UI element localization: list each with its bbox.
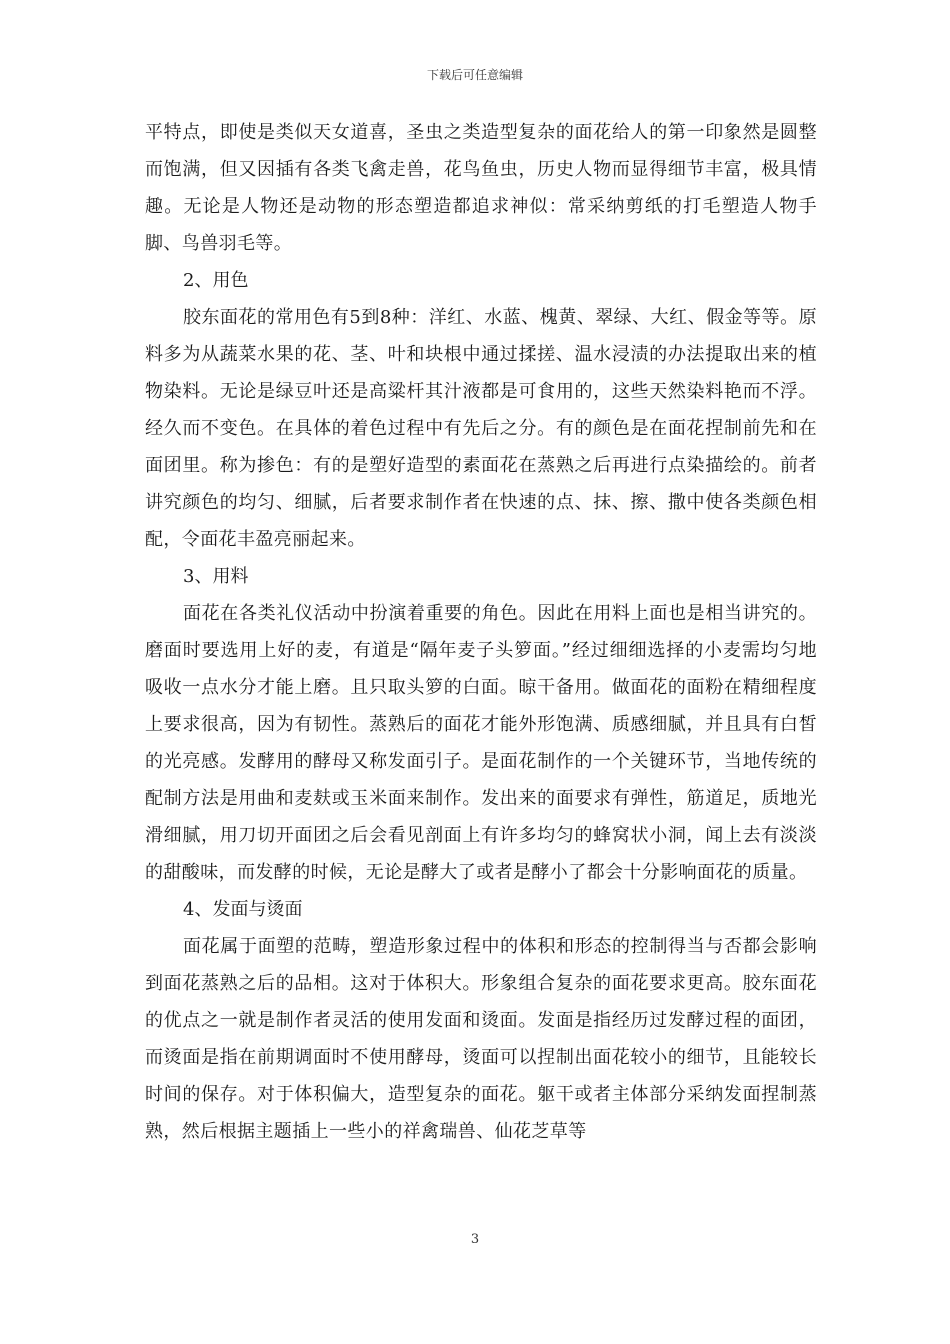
paragraph-dough: 面花属于面塑的范畴，塑造形象过程中的体积和形态的控制得当与否都会影响到面花蒸熟之后的品相。这对于体积大。形象组合复杂的面花要求更高。胶东面花的优点之一就是制作者灵活的使用发面和烫面。发面是指经历过发酵过程的面团，而烫面是指在前期调面时不使用酵母，烫面可以捏制出面花较小的细节，且能较长时间的保存。对于体积偏大，造型复杂的面花。躯干或者主体部分采纳发面捏制蒸熟，然后根据主题插上一些小的祥禽瑞兽、仙花芝草等 [145,936,817,1142]
section-heading-materials: 3、用料 [183,566,249,587]
paragraph-shape-features: 平特点，即使是类似天女道喜，圣虫之类造型复杂的面花给人的第一印象然是圆整而饱满，但又因插有各类飞禽走兽，花鸟鱼虫，历史人物而显得细节丰富，极具情趣。无论是人物还是动物的形态塑造都追求神似：常采纳剪纸的打毛塑造人物手脚、鸟兽羽毛等。 [145,122,817,254]
page-number: 3 [470,1232,480,1247]
section-heading-coloring: 2、用色 [183,270,249,291]
paragraph-materials: 面花在各类礼仪活动中扮演着重要的角色。因此在用料上面也是相当讲究的。磨面时要选用上好的麦，有道是“隔年麦子头箩面。”经过细细选择的小麦需均匀地吸收一点水分才能上磨。且只取头箩的白面。晾干备用。做面花的面粉在精细程度上要求很高，因为有韧性。蒸熟后的面花才能外形饱满、质感细腻，并且具有白皙的光亮感。发酵用的酵母又称发面引子。是面花制作的一个关键环节，当地传统的配制方法是用曲和麦麸或玉米面来制作。发出来的面要求有弹性，筋道足，质地光滑细腻，用刀切开面团之后会看见剖面上有许多均匀的蜂窝状小洞，闻上去有淡淡的甜酸味，而发酵的时候，无论是酵大了或者是酵小了都会十分影响面花的质量。 [145,603,817,883]
page-header: 下载后可任意编辑 [426,68,523,82]
paragraph-coloring: 胶东面花的常用色有5到8种：洋红、水蓝、槐黄、翠绿、大红、假金等等。原料多为从蔬菜水果的花、茎、叶和块根中通过揉搓、温水浸渍的办法提取出来的植物染料。无论是绿豆叶还是高粱杆其汁液都是可食用的，这些天然染料艳而不浮。经久而不变色。在具体的着色过程中有先后之分。有的颜色是在面花捏制前先和在面团里。称为掺色：有的是塑好造型的素面花在蒸熟之后再进行点染描绘的。前者讲究颜色的均匀、细腻，后者要求制作者在快速的点、抹、擦、撒中使各类颜色相配，令面花丰盈亮丽起来。 [145,307,817,550]
section-heading-dough: 4、发面与烫面 [183,899,303,920]
document-body [145,114,817,1150]
